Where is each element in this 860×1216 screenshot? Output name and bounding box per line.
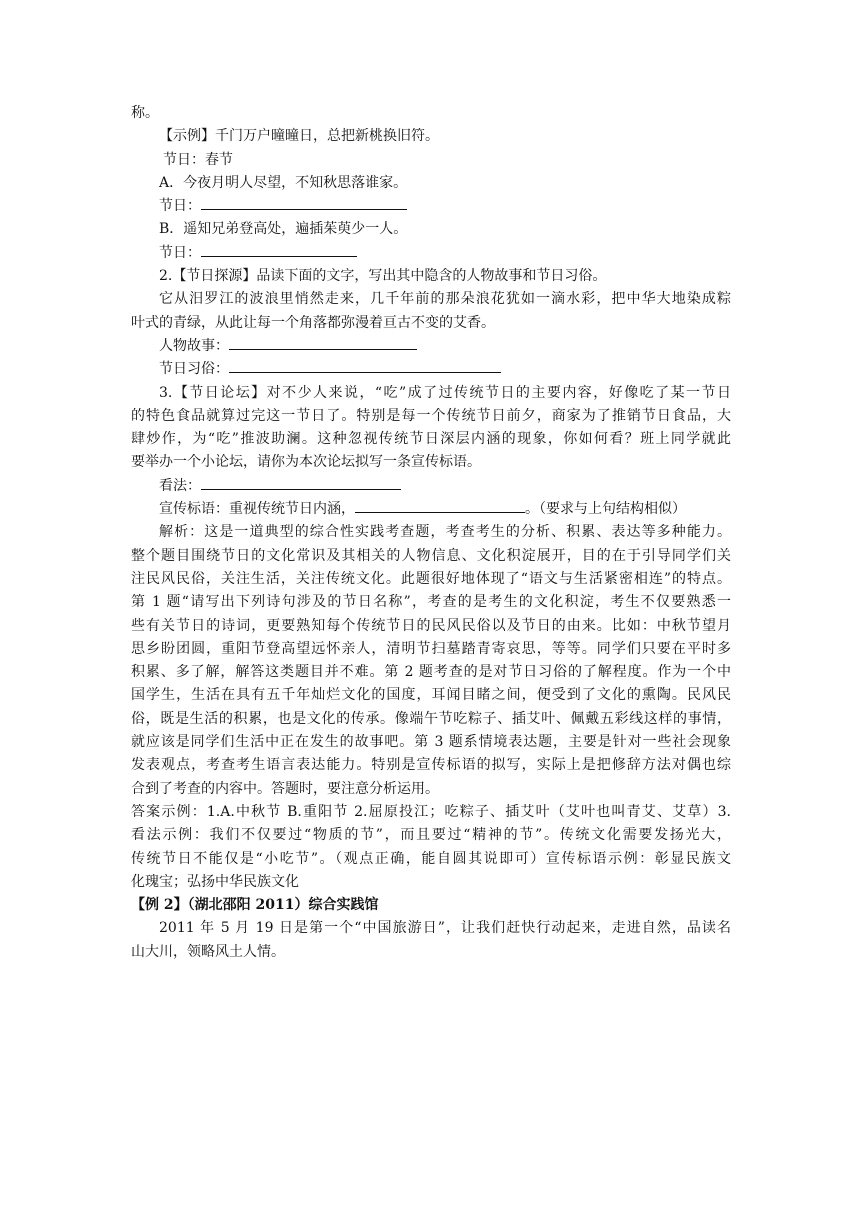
answer-line-view bbox=[131, 475, 731, 498]
answer-blank bbox=[355, 498, 525, 513]
answer-blank bbox=[201, 242, 357, 257]
analysis-line: 注民风民俗，关注生活，关注传统文化。此题很好地体现了“语文与生活紧密相连”的特点。 bbox=[131, 570, 731, 587]
answer-line-slogan bbox=[131, 498, 731, 521]
question-3-text: 要举办一个小论坛，请你为本次论坛拟写一条宣传标语。 bbox=[131, 454, 481, 471]
question-2: 2.【节日探源】品读下面的文字，写出其中隐含的人物故事和节日习俗。 bbox=[159, 268, 607, 285]
example-2-text: 山大川，领略风土人情。 bbox=[131, 943, 285, 960]
analysis-line: 些有关节日的诗词，更要熟知每个传统节日的民风民俗以及节日的由来。比如：中秋节望月 bbox=[131, 617, 731, 634]
answer-label: 宣传标语：重视传统节日内涵， bbox=[159, 501, 355, 518]
example-answer: 节日：春节 bbox=[163, 151, 233, 168]
answer-label: 节日： bbox=[159, 198, 201, 215]
answer-label: 节日习俗： bbox=[159, 361, 229, 378]
passage-line: 它从汨罗江的波浪里悄然走来，几千年前的那朵浪花犹如一滴水彩，把中华大地染成粽 bbox=[159, 291, 731, 308]
analysis-line: 整个题目围绕节日的文化常识及其相关的人物信息、文化积淀展开，目的在于引导同学们关 bbox=[131, 547, 731, 564]
analysis-line: 第 1 题“请写出下列诗句涉及的节日名称”，考查的是考生的文化积淀，考生不仅要熟悉一 bbox=[131, 594, 731, 611]
question-3-text: 的特色食品就算过完这一节日了。特别是每一个传统节日前夕，商家为了推销节日食品，大 bbox=[131, 407, 731, 424]
question-b: B．遥知兄弟登高处，遍插茱萸少一人。 bbox=[159, 221, 408, 238]
answer-label: 节日： bbox=[159, 244, 201, 261]
example-line: 【示例】千门万户曈曈日，总把新桃换旧符。 bbox=[159, 128, 439, 145]
answer-line-a bbox=[131, 195, 731, 218]
answer-example-line: 化瑰宝；弘扬中华民族文化 bbox=[131, 873, 299, 890]
document-body bbox=[131, 102, 731, 964]
analysis-line: 合到了考查的内容中。答题时，要注意分析运用。 bbox=[131, 780, 439, 797]
answer-label: 人物故事： bbox=[159, 337, 229, 354]
answer-blank bbox=[201, 195, 407, 210]
answer-blank bbox=[229, 335, 417, 350]
analysis-line: 国学生，生活在具有五千年灿烂文化的国度，耳闻目睹之间，便受到了文化的熏陶。民风民 bbox=[131, 687, 731, 704]
answer-example-line: 答案示例：1.A.中秋节 B.重阳节 2.屈原投江；吃粽子、插艾叶（艾叶也叫青艾、艾草）3. bbox=[131, 803, 731, 820]
text-line: 称。 bbox=[131, 105, 159, 121]
answer-note: 。（要求与上句结构相似） bbox=[525, 501, 686, 518]
analysis-line: 发表观点，考查考生语言表达能力。特别是宣传标语的拟写，实际上是把修辞方法对偶也综 bbox=[131, 757, 731, 774]
answer-blank bbox=[229, 358, 501, 373]
question-3-text: 肆炒作，为“吃”推波助澜。这种忽视传统节日深层内涵的现象，你如何看？班上同学就此 bbox=[131, 431, 731, 448]
analysis-line: 积累、多了解，解答这类题目并不难。第 2 题考查的是对节日习俗的了解程度。作为一个中 bbox=[131, 664, 731, 681]
example-2-text: 2011 年 5 月 19 日是第一个“中国旅游日”，让我们赶快行动起来，走进自然，品读名 bbox=[159, 920, 731, 937]
answer-line-story bbox=[131, 335, 731, 358]
answer-example-line: 看法示例：我们不仅要过“物质的节”，而且要过“精神的节”。传统文化需要发扬光大， bbox=[131, 827, 731, 844]
answer-label: 看法： bbox=[159, 477, 201, 494]
question-a: A．今夜月明人尽望，不知秋思落谁家。 bbox=[159, 174, 408, 191]
analysis-line: 俗，既是生活的积累，也是文化的传承。像端午节吃粽子、插艾叶、佩戴五彩线这样的事情， bbox=[131, 710, 731, 727]
question-3: 3.【节日论坛】对不少人来说，“吃”成了过传统节日的主要内容，好像吃了某一节日 bbox=[159, 384, 731, 401]
answer-line-custom bbox=[131, 358, 731, 381]
passage-line: 叶式的青绿，从此让每一个角落都弥漫着亘古不变的艾香。 bbox=[131, 314, 495, 331]
analysis-line: 就应该是同学们生活中正在发生的故事吧。第 3 题系情境表达题，主要是针对一些社会现象 bbox=[131, 734, 731, 751]
analysis-line: 解析：这是一道典型的综合性实践考查题，考查考生的分析、积累、表达等多种能力。 bbox=[159, 524, 731, 541]
answer-line-b bbox=[131, 242, 731, 265]
answer-blank bbox=[201, 475, 401, 490]
analysis-line: 思乡盼团圆，重阳节登高望远怀亲人，清明节扫墓踏青寄哀思，等等。同学们只要在平时多 bbox=[131, 640, 731, 657]
answer-example-line: 传统节日不能仅是“小吃节”。（观点正确，能自圆其说即可）宣传标语示例：彰显民族文 bbox=[131, 850, 731, 867]
example-2-heading: 【例 2】（湖北邵阳 2011）综合实践馆 bbox=[131, 897, 379, 914]
